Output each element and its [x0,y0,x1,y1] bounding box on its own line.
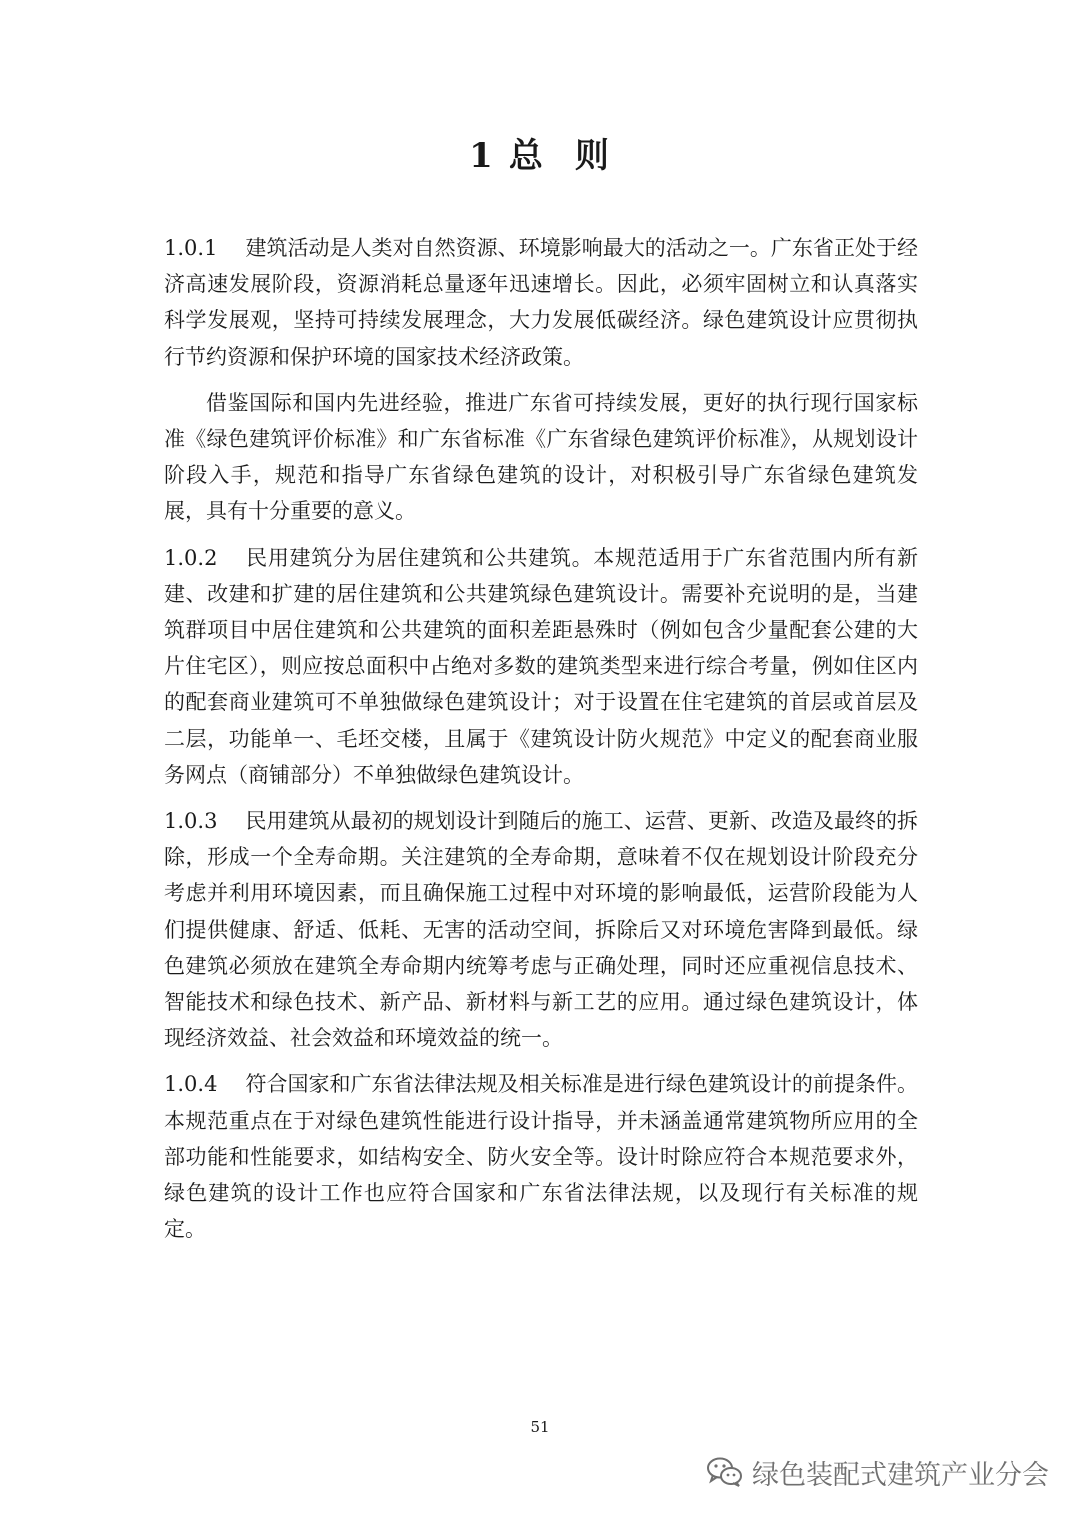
chapter-number: 1 [469,136,495,176]
title-char-2: 则 [574,136,611,176]
page-title [0,128,1080,177]
clause-number: 1.0.3 [164,809,218,834]
clause-1-0-2 [164,540,918,793]
watermark-text: 绿色装配式建筑产业分会 [752,1459,1049,1491]
clause-text: 建筑活动是人类对自然资源、环境影响最大的活动之一。广东省正处于经济高速发展阶段，资源消耗总量逐年迅速增长。因此，必须牢固树立和认真落实科学发展观，坚持可持续发展理念，大力发展低碳经济。绿色建筑设计应贯彻执行节约资源和保护环境的国家技术经济政策。 [164,236,918,369]
watermark [706,1448,1066,1496]
clause-number: 1.0.4 [164,1072,218,1097]
clause-text: 符合国家和广东省法律法规及相关标准是进行绿色建筑设计的前提条件。本规范重点在于对绿色建筑性能进行设计指导，并未涵盖通常建筑物所应用的全部功能和性能要求，如结构安全、防火安全等。设计时除应符合本规范要求外，绿色建筑的设计工作也应符合国家和广东省法律法规，以及现行有关标准的规定。 [164,1072,918,1242]
clause-1-0-3 [164,803,918,1056]
page-number: 51 [530,1418,550,1436]
document-body [164,230,918,1257]
clause-1-0-1 [164,230,918,375]
clause-text: 民用建筑分为居住建筑和公共建筑。本规范适用于广东省范围内所有新建、改建和扩建的居住建筑和公共建筑绿色建筑设计。需要补充说明的是，当建筑群项目中居住建筑和公共建筑的面积差距悬殊时（例如包含少量配套公建的大片住宅区），则应按总面积中占绝对多数的建筑类型来进行综合考量，例如住区内的配套商业建筑可不单独做绿色建筑设计；对于设置在住宅建筑的首层或首层及二层，功能单一、毛坯交楼，且属于《建筑设计防火规范》中定义的配套商业服务网点（商铺部分）不单独做绿色建筑设计。 [164,545,918,787]
wechat-icon [706,1456,744,1488]
title-char-1: 总 [508,136,545,176]
clause-text: 民用建筑从最初的规划设计到随后的施工、运营、更新、改造及最终的拆除，形成一个全寿命期。关注建筑的全寿命期，意味着不仅在规划设计阶段充分考虑并利用环境因素，而且确保施工过程中对环境的影响最低，运营阶段能为人们提供健康、舒适、低耗、无害的活动空间，拆除后又对环境危害降到最低。绿色建筑必须放在建筑全寿命期内统筹考虑与正确处理，同时还应重视信息技术、智能技术和绿色技术、新产品、新材料与新工艺的应用。通过绿色建筑设计，体现经济效益、社会效益和环境效益的统一。 [164,809,918,1051]
clause-1-0-4 [164,1066,918,1247]
clause-number: 1.0.2 [164,545,218,570]
clause-1-0-1-paragraph-2: 借鉴国际和国内先进经验，推进广东省可持续发展，更好的执行现行国家标准《绿色建筑评价标准》和广东省标准《广东省绿色建筑评价标准》，从规划设计阶段入手，规范和指导广东省绿色建筑的设计，对积极引导广东省绿色建筑发展，具有十分重要的意义。 [164,390,918,524]
clause-number: 1.0.1 [164,236,218,260]
